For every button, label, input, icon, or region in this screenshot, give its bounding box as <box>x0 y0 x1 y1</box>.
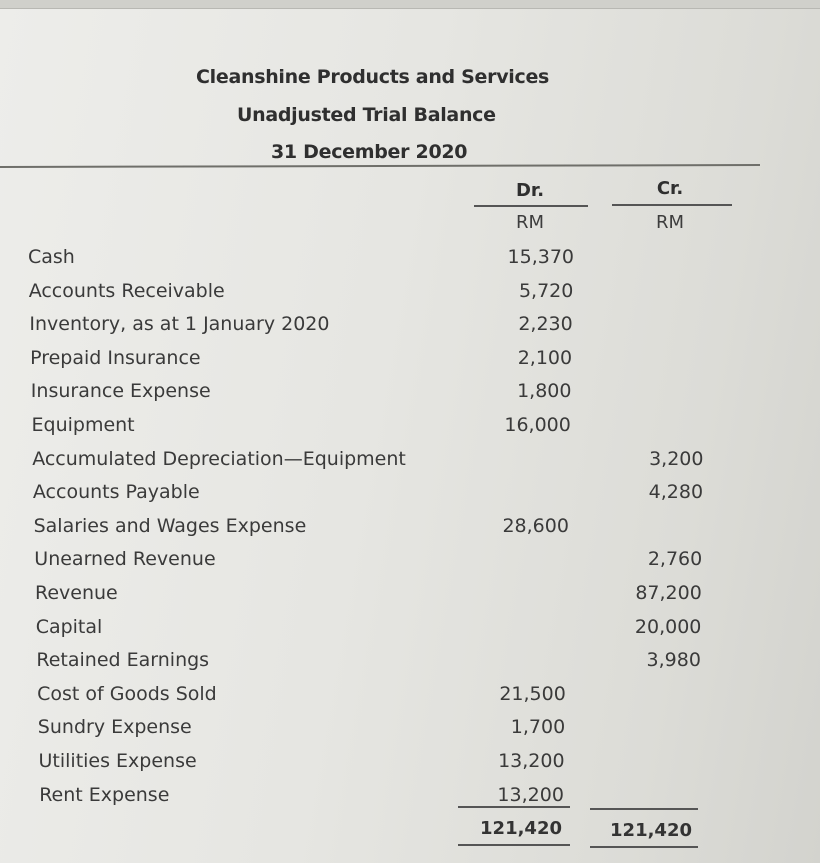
report-date: 31 December 2020 <box>271 141 468 163</box>
account-name: Accounts Payable <box>32 481 200 504</box>
debit-amount: 16,000 <box>504 414 571 436</box>
credit-amount: 3,200 <box>649 447 704 470</box>
table-row <box>0 647 820 673</box>
table-row <box>0 311 820 337</box>
table-row <box>0 412 820 438</box>
table-row <box>0 580 820 606</box>
credit-amount: 20,000 <box>634 615 702 638</box>
account-name: Utilities Expense <box>38 750 197 772</box>
credit-amount: 2,760 <box>647 548 703 571</box>
table-row <box>0 681 820 707</box>
account-name: Prepaid Insurance <box>30 346 201 369</box>
debit-amount: 1,800 <box>517 380 572 403</box>
debit-amount: 21,500 <box>499 682 566 705</box>
table-row <box>0 782 820 808</box>
table-row <box>0 479 820 505</box>
account-name: Unearned Revenue <box>34 548 216 571</box>
table-row <box>0 513 820 539</box>
account-name: Rent Expense <box>39 783 170 806</box>
account-name: Retained Earnings <box>36 649 210 672</box>
table-row <box>0 446 820 472</box>
debit-column-header: Dr. <box>515 180 545 201</box>
table-row <box>0 278 820 304</box>
credit-double-rule <box>590 846 698 848</box>
account-name: Inventory, as at 1 January 2020 <box>29 313 330 336</box>
debit-header-rule <box>474 205 588 207</box>
account-name: Cash <box>28 246 75 268</box>
credit-total: 121,420 <box>610 820 692 841</box>
debit-amount: 15,370 <box>507 246 574 268</box>
credit-currency: RM <box>655 212 685 233</box>
table-row <box>0 546 820 572</box>
credit-header-rule <box>612 204 732 206</box>
table-row <box>0 244 820 270</box>
account-name: Cost of Goods Sold <box>37 682 217 705</box>
account-name: Salaries and Wages Expense <box>33 514 307 537</box>
credit-total-rule <box>590 808 698 810</box>
account-name: Insurance Expense <box>30 380 211 403</box>
account-name: Accounts Receivable <box>28 279 225 302</box>
debit-amount: 13,200 <box>498 750 565 772</box>
debit-amount: 2,230 <box>518 313 573 336</box>
table-row <box>0 378 820 404</box>
account-name: Capital <box>35 615 103 638</box>
debit-double-rule <box>458 844 570 846</box>
company-name: Cleanshine Products and Services <box>196 66 550 88</box>
credit-column-header: Cr. <box>656 178 684 199</box>
debit-amount: 28,600 <box>502 514 569 537</box>
credit-amount: 4,280 <box>648 481 704 504</box>
report-title: Unadjusted Trial Balance <box>237 104 496 126</box>
account-name: Accumulated Depreciation—Equipment <box>32 447 406 470</box>
page-top-edge <box>0 0 820 9</box>
debit-amount: 1,700 <box>510 716 566 739</box>
debit-amount: 5,720 <box>518 279 574 302</box>
credit-amount: 3,980 <box>646 649 701 672</box>
table-row <box>0 345 820 371</box>
debit-total: 121,420 <box>480 818 562 839</box>
debit-amount: 2,100 <box>517 346 573 369</box>
table-row <box>0 714 820 740</box>
header-separator <box>0 164 760 168</box>
credit-amount: 87,200 <box>635 582 702 604</box>
table-row <box>0 748 820 774</box>
debit-currency: RM <box>515 212 545 233</box>
account-name: Equipment <box>31 414 135 436</box>
debit-total-rule <box>458 806 570 808</box>
table-row <box>0 614 820 640</box>
account-name: Revenue <box>35 582 118 604</box>
debit-amount: 13,200 <box>497 783 564 806</box>
account-name: Sundry Expense <box>37 716 192 739</box>
